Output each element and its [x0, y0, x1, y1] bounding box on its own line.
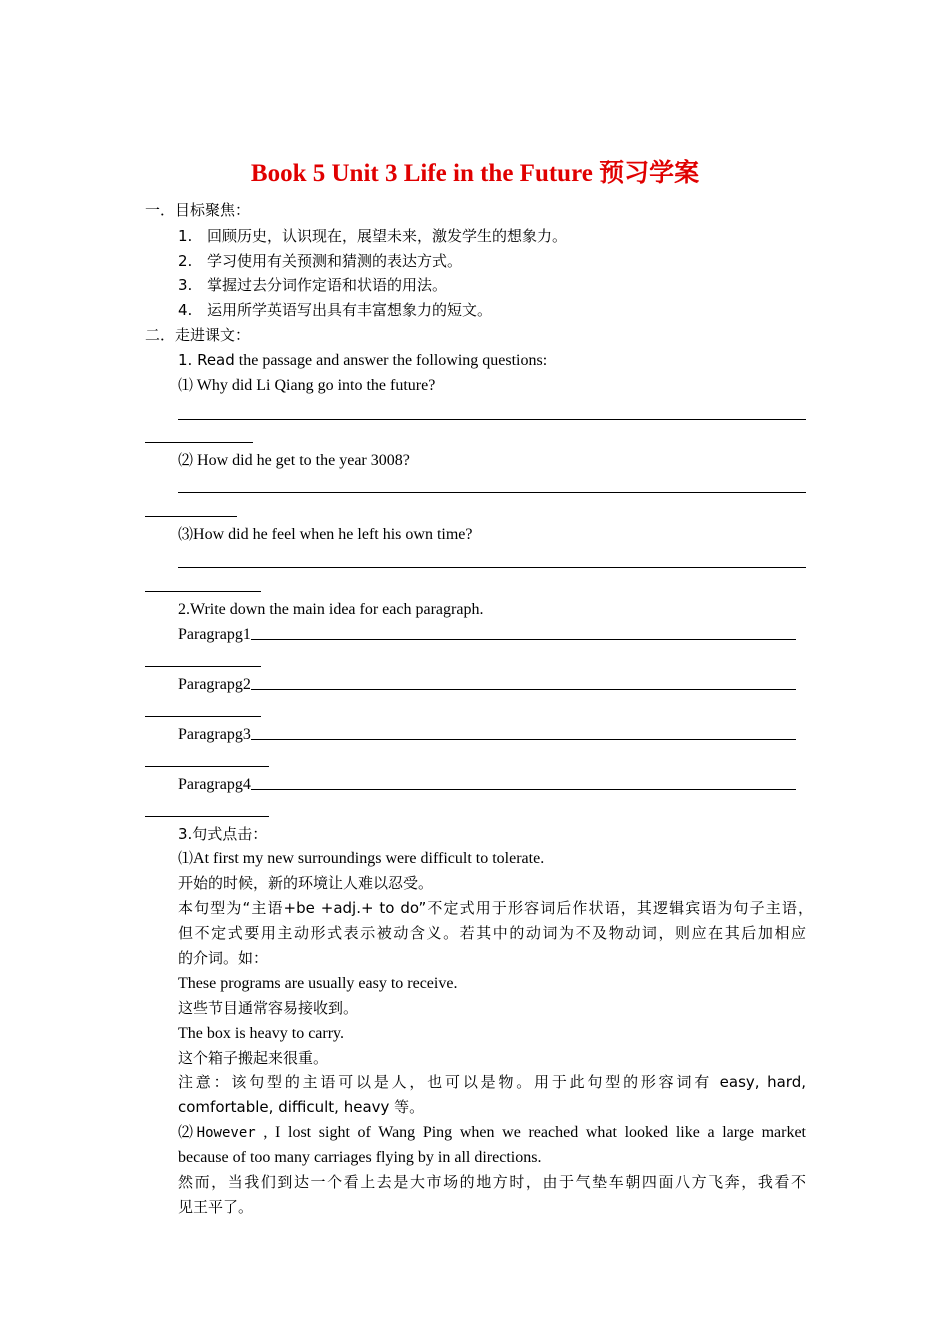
paragraph-item: [178, 722, 796, 747]
question-number: ⑶: [178, 525, 194, 543]
task3-heading: 3.句式点击：: [178, 825, 268, 843]
question-item: [178, 522, 473, 547]
answer-line[interactable]: [145, 591, 261, 592]
paragraph-item: [178, 622, 796, 647]
section1-heading: 一．目标聚焦：: [145, 201, 251, 219]
example-translation: 这些节目通常容易接收到。: [178, 999, 359, 1017]
answer-line[interactable]: [145, 442, 253, 443]
sentence-translation: 见王平了。: [178, 1198, 254, 1216]
goal-text: 运用所学英语写出具有丰富想象力的短文。: [207, 301, 493, 319]
paragraph-item: [178, 772, 796, 797]
paragraph-label: Paragrapg1: [178, 626, 251, 643]
example-english: These programs are usually easy to receive.: [178, 975, 458, 992]
example-english: The box is heavy to carry.: [178, 1025, 345, 1042]
sentence-text: At first my new surroundings were difficult to tolerate.: [193, 850, 545, 867]
answer-line[interactable]: [145, 816, 269, 817]
goal-number: 3.: [178, 276, 193, 294]
goal-text: 掌握过去分词作定语和状语的用法。: [207, 276, 448, 294]
goal-item: [178, 273, 447, 298]
question-number: ⑴: [178, 376, 194, 394]
note-text: 注意：该句型的主语可以是人，也可以是物。用于此句型的形容词有 easy, hard,: [178, 1073, 806, 1091]
answer-line[interactable]: [145, 666, 261, 667]
task1-number: 1. Read: [178, 351, 235, 369]
answer-line[interactable]: [178, 419, 806, 420]
question-text: Why did Li Qiang go into the future?: [193, 377, 436, 394]
section2-heading: 二．走进课文：: [145, 326, 251, 344]
goal-number: 2.: [178, 252, 193, 270]
goal-text: 学习使用有关预测和猜测的表达方式。: [207, 252, 463, 270]
goal-item: [178, 298, 492, 323]
sentence-english-continued: because of too many carriages flying by in all directions.: [178, 1149, 542, 1166]
answer-line[interactable]: [178, 492, 806, 493]
goal-number: 1.: [178, 227, 193, 245]
answer-line[interactable]: [251, 789, 796, 790]
answer-line[interactable]: [251, 639, 796, 640]
goal-item: [178, 249, 462, 274]
example-translation: 这个箱子搬起来很重。: [178, 1049, 329, 1067]
goal-number: 4.: [178, 301, 193, 319]
sentence-english: [178, 846, 544, 871]
sentence-translation: 然而，当我们到达一个看上去是大市场的地方时，由于气垫车朝四面八方飞奔，我看不: [178, 1173, 806, 1191]
paragraph-label: Paragrapg3: [178, 726, 251, 743]
goal-text: 回顾历史，认识现在，展望未来，激发学生的想象力。: [207, 227, 568, 245]
answer-line[interactable]: [251, 689, 796, 690]
sentence-number: ⑴: [178, 849, 194, 867]
note-text: comfortable, difficult, heavy 等。: [178, 1098, 425, 1116]
answer-line[interactable]: [145, 716, 261, 717]
explanation-text: 本句型为“主语+be +adj.+ to do”不定式用于形容词后作状语，其逻辑宾语为句子主语，: [178, 899, 813, 917]
explanation-text: 但不定式要用主动形式表示被动含义。若其中的动词为不及物动词，则应在其后加相应: [178, 924, 806, 942]
question-item: [178, 448, 410, 473]
task1-instruction: [178, 348, 547, 373]
answer-line[interactable]: [251, 739, 796, 740]
sentence-keyword: However: [196, 1125, 256, 1141]
answer-line[interactable]: [178, 567, 806, 568]
paragraph-label: Paragrapg4: [178, 776, 251, 793]
paragraph-label: Paragrapg2: [178, 676, 251, 693]
question-number: ⑵: [178, 451, 194, 469]
paragraph-item: [178, 672, 796, 697]
sentence-translation: 开始的时候，新的环境让人难以忍受。: [178, 874, 434, 892]
question-text: How did he get to the year 3008?: [193, 452, 410, 469]
sentence-english: [178, 1120, 806, 1146]
task1-text: the passage and answer the following questions:: [234, 352, 548, 369]
question-item: [178, 373, 435, 398]
question-text: How did he feel when he left his own time?: [193, 526, 473, 543]
explanation-text: 的介词。如：: [178, 949, 269, 967]
answer-line[interactable]: [145, 516, 237, 517]
page-title: Book 5 Unit 3 Life in the Future 预习学案: [250, 160, 700, 187]
goal-item: [178, 224, 567, 249]
sentence-text: , I lost sight of Wang Ping when we reached what looked like a large market: [255, 1124, 806, 1141]
sentence-number: ⑵: [178, 1123, 197, 1141]
answer-line[interactable]: [145, 766, 269, 767]
task2-instruction: 2.Write down the main idea for each paragraph.: [178, 601, 484, 618]
